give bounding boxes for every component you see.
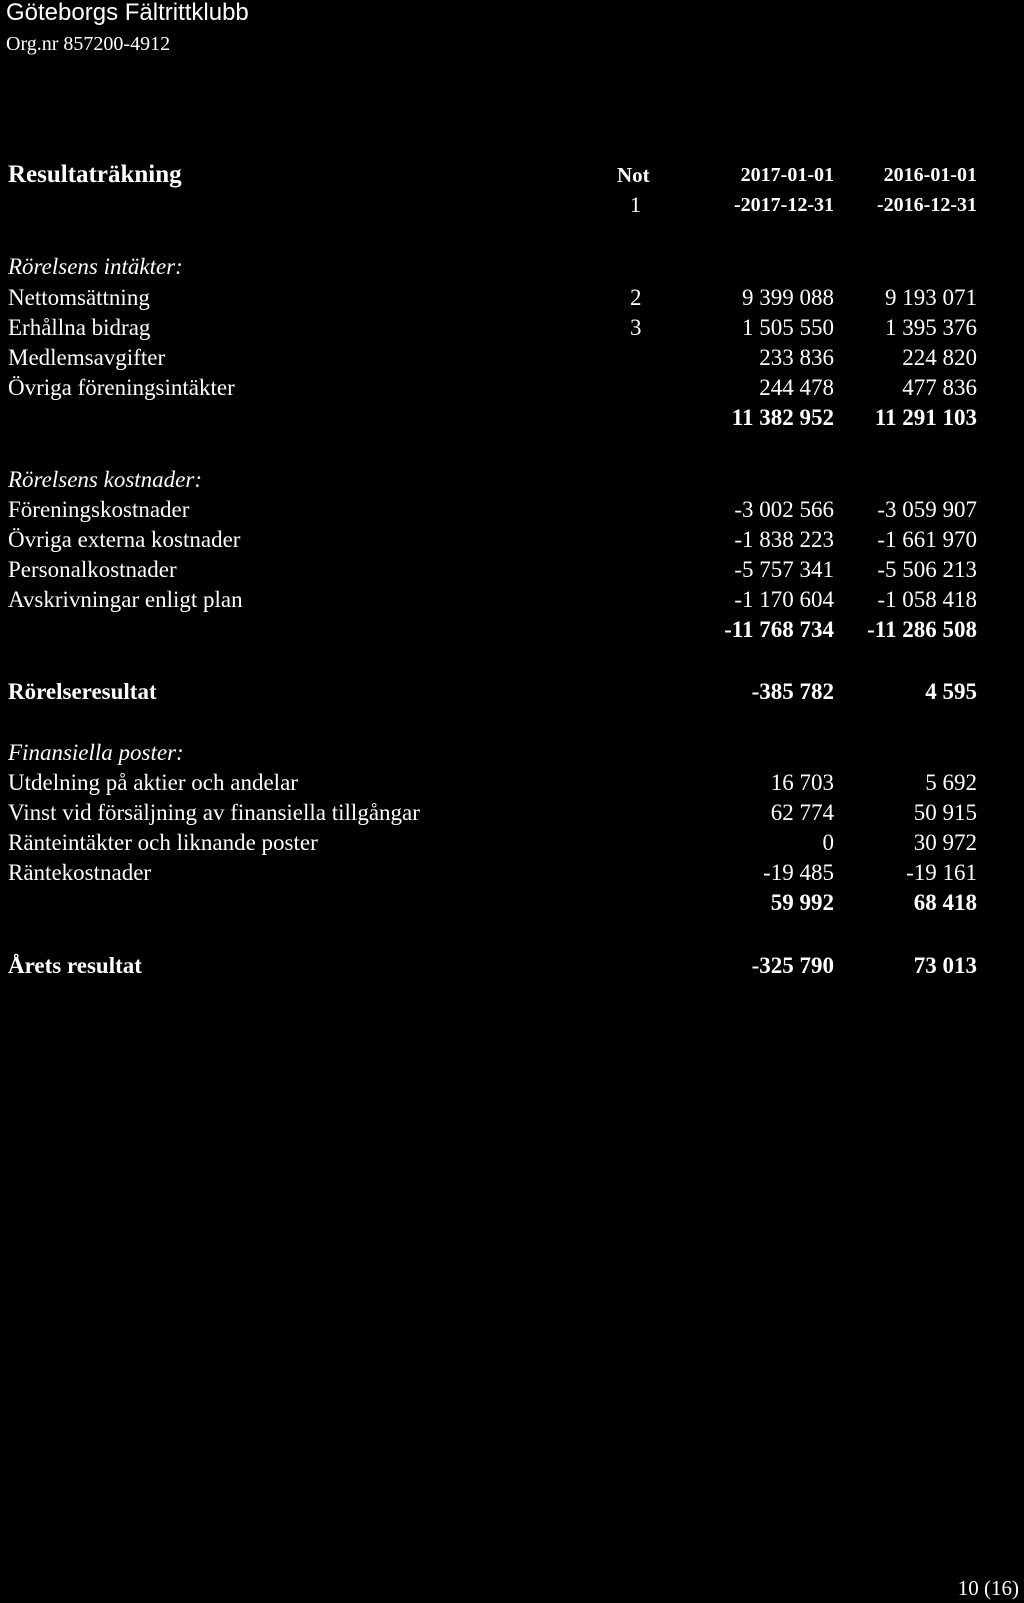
costs-total-2016: -11 286 508 xyxy=(867,617,977,642)
revenue-heading: Rörelsens intäkter: xyxy=(8,254,183,279)
subtotal-row xyxy=(0,615,1024,645)
value-2017: 62 774 xyxy=(770,800,834,825)
operating-result-label: Rörelseresultat xyxy=(8,679,157,704)
value-2016: 30 972 xyxy=(913,830,977,855)
organization-number: Org.nr 857200-4912 xyxy=(6,33,171,55)
table-row xyxy=(0,828,1024,858)
value-2016: -3 059 907 xyxy=(877,497,977,522)
organization-name: Göteborgs Fältrittklubb xyxy=(6,0,249,26)
section-heading xyxy=(0,252,1024,282)
operating-result-2016: 4 595 xyxy=(925,679,977,704)
statement-header-row-2 xyxy=(0,190,1024,220)
value-2017: 1 505 550 xyxy=(742,315,834,340)
subtotal-row xyxy=(0,403,1024,433)
value-2016: 50 915 xyxy=(913,800,977,825)
table-row xyxy=(0,343,1024,373)
value-2016: -19 161 xyxy=(906,860,977,885)
value-2017: -3 002 566 xyxy=(734,497,834,522)
year-result-2017: -325 790 xyxy=(751,953,834,978)
value-2016: 9 193 071 xyxy=(885,285,977,310)
value-2017: 0 xyxy=(822,830,834,855)
table-row xyxy=(0,858,1024,888)
table-row xyxy=(0,555,1024,585)
revenue-total-2017: 11 382 952 xyxy=(731,405,834,430)
row-label: Övriga externa kostnader xyxy=(8,527,241,552)
costs-heading: Rörelsens kostnader: xyxy=(8,467,202,492)
value-2016: 5 692 xyxy=(925,770,977,795)
table-row xyxy=(0,585,1024,615)
period-2016-end: -2016-12-31 xyxy=(877,194,977,216)
value-2017: -1 838 223 xyxy=(734,527,834,552)
period-2017-start: 2017-01-01 xyxy=(740,164,834,186)
value-2017: 16 703 xyxy=(770,770,834,795)
row-label: Medlemsavgifter xyxy=(8,345,166,370)
table-row xyxy=(0,768,1024,798)
value-2016: 1 395 376 xyxy=(885,315,977,340)
table-row xyxy=(0,798,1024,828)
financial-heading: Finansiella poster: xyxy=(8,740,184,765)
table-row xyxy=(0,313,1024,343)
year-result-2016: 73 013 xyxy=(913,953,977,978)
value-2017: -19 485 xyxy=(763,860,834,885)
note-number: 1 xyxy=(630,192,641,217)
row-label: Övriga föreningsintäkter xyxy=(8,375,235,400)
value-2016: 477 836 xyxy=(902,375,977,400)
row-label: Nettomsättning xyxy=(8,285,150,310)
year-result-row xyxy=(0,951,1024,981)
period-2016-start: 2016-01-01 xyxy=(883,164,977,186)
section-heading xyxy=(0,738,1024,768)
value-2017: 233 836 xyxy=(759,345,834,370)
value-2017: -1 170 604 xyxy=(734,587,834,612)
row-label: Erhållna bidrag xyxy=(8,315,151,340)
subtotal-row xyxy=(0,888,1024,918)
statement-title: Resultaträkning xyxy=(8,161,182,188)
period-2017-end: -2017-12-31 xyxy=(734,194,834,216)
table-row xyxy=(0,495,1024,525)
row-label: Ränteintäkter och liknande poster xyxy=(8,830,318,855)
section-heading xyxy=(0,465,1024,495)
value-2017: 9 399 088 xyxy=(742,285,834,310)
value-2016: -1 661 970 xyxy=(877,527,977,552)
row-label: Utdelning på aktier och andelar xyxy=(8,770,298,795)
financial-total-2016: 68 418 xyxy=(913,890,977,915)
value-2016: -5 506 213 xyxy=(877,557,977,582)
value-2017: -5 757 341 xyxy=(734,557,834,582)
statement-header-row xyxy=(0,160,1024,190)
row-label: Föreningskostnader xyxy=(8,497,190,522)
year-result-label: Årets resultat xyxy=(8,953,142,978)
row-note: 2 xyxy=(630,285,642,310)
row-note: 3 xyxy=(630,315,642,340)
operating-result-2017: -385 782 xyxy=(751,679,834,704)
value-2016: -1 058 418 xyxy=(877,587,977,612)
costs-total-2017: -11 768 734 xyxy=(724,617,834,642)
value-2017: 244 478 xyxy=(759,375,834,400)
financial-total-2017: 59 992 xyxy=(770,890,834,915)
page-number: 10 (16) xyxy=(957,1576,1019,1600)
table-row xyxy=(0,373,1024,403)
row-label: Räntekostnader xyxy=(8,860,152,885)
value-2016: 224 820 xyxy=(902,345,977,370)
table-row xyxy=(0,525,1024,555)
note-column-header: Not xyxy=(617,163,650,187)
row-label: Avskrivningar enligt plan xyxy=(8,587,243,612)
operating-result-row xyxy=(0,677,1024,707)
revenue-total-2016: 11 291 103 xyxy=(874,405,977,430)
table-row xyxy=(0,283,1024,313)
row-label: Personalkostnader xyxy=(8,557,177,582)
row-label: Vinst vid försäljning av finansiella tillgångar xyxy=(8,800,420,825)
